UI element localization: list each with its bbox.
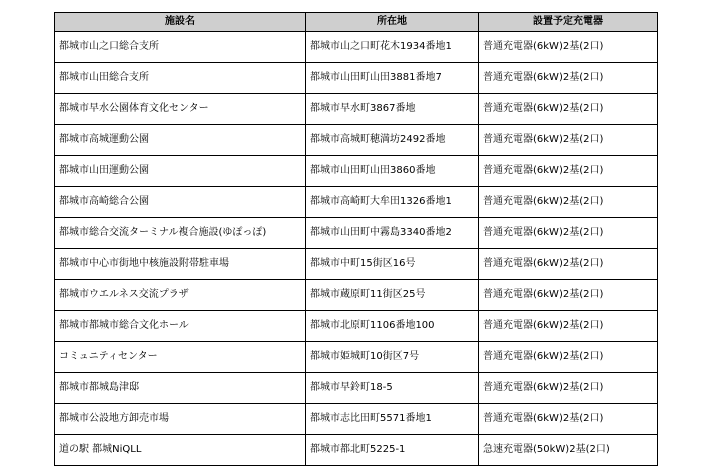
charger-cell: 普通充電器(6kW)2基(2口): [479, 342, 658, 373]
facility-name-cell: 都城市山田総合支所: [55, 63, 306, 94]
facility-name-cell: 都城市都城島津邸: [55, 373, 306, 404]
location-cell: 都城市北原町1106番地100: [306, 311, 479, 342]
table-row: [55, 249, 658, 280]
table-row: [55, 125, 658, 156]
charger-installation-table: [54, 12, 658, 466]
header-planned-charger: 設置予定充電器: [479, 13, 658, 32]
table-row: [55, 32, 658, 63]
table-row: [55, 311, 658, 342]
location-cell: 都城市山田町中霧島3340番地2: [306, 218, 479, 249]
facility-name-cell: 都城市ウエルネス交流プラザ: [55, 280, 306, 311]
table-row: [55, 187, 658, 218]
charger-cell: 普通充電器(6kW)2基(2口): [479, 280, 658, 311]
facility-name-cell: 都城市都城市総合文化ホール: [55, 311, 306, 342]
facility-name-cell: 都城市総合交流ターミナル複合施設(ゆぽっぽ): [55, 218, 306, 249]
charger-cell: 普通充電器(6kW)2基(2口): [479, 404, 658, 435]
location-cell: 都城市蔵原町11街区25号: [306, 280, 479, 311]
location-cell: 都城市高城町穂満坊2492番地: [306, 125, 479, 156]
location-cell: 都城市高崎町大牟田1326番地1: [306, 187, 479, 218]
facility-name-cell: 都城市山之口総合支所: [55, 32, 306, 63]
location-cell: 都城市中町15街区16号: [306, 249, 479, 280]
table-row: [55, 63, 658, 94]
table-row: [55, 342, 658, 373]
facility-name-cell: 都城市公設地方卸売市場: [55, 404, 306, 435]
charger-cell: 急速充電器(50kW)2基(2口): [479, 435, 658, 466]
table-row: [55, 404, 658, 435]
charger-cell: 普通充電器(6kW)2基(2口): [479, 187, 658, 218]
header-location: 所在地: [306, 13, 479, 32]
table-row: [55, 156, 658, 187]
charger-cell: 普通充電器(6kW)2基(2口): [479, 373, 658, 404]
location-cell: 都城市姫城町10街区7号: [306, 342, 479, 373]
location-cell: 都城市志比田町5571番地1: [306, 404, 479, 435]
table-row: [55, 280, 658, 311]
facility-name-cell: 都城市山田運動公園: [55, 156, 306, 187]
table-row: [55, 218, 658, 249]
location-cell: 都城市山之口町花木1934番地1: [306, 32, 479, 63]
table-header-row: [55, 13, 658, 32]
charger-cell: 普通充電器(6kW)2基(2口): [479, 218, 658, 249]
charger-cell: 普通充電器(6kW)2基(2口): [479, 311, 658, 342]
facility-name-cell: 都城市早水公園体育文化センター: [55, 94, 306, 125]
location-cell: 都城市都北町5225-1: [306, 435, 479, 466]
charger-table-container: [54, 12, 657, 466]
table-row: [55, 435, 658, 466]
facility-name-cell: 都城市高崎総合公園: [55, 187, 306, 218]
location-cell: 都城市早水町3867番地: [306, 94, 479, 125]
charger-cell: 普通充電器(6kW)2基(2口): [479, 63, 658, 94]
charger-cell: 普通充電器(6kW)2基(2口): [479, 156, 658, 187]
charger-cell: 普通充電器(6kW)2基(2口): [479, 32, 658, 63]
table-row: [55, 94, 658, 125]
charger-cell: 普通充電器(6kW)2基(2口): [479, 125, 658, 156]
facility-name-cell: 道の駅 都城NiQLL: [55, 435, 306, 466]
location-cell: 都城市山田町山田3881番地7: [306, 63, 479, 94]
location-cell: 都城市早鈴町18-5: [306, 373, 479, 404]
charger-cell: 普通充電器(6kW)2基(2口): [479, 249, 658, 280]
facility-name-cell: 都城市中心市街地中核施設附帯駐車場: [55, 249, 306, 280]
table-row: [55, 373, 658, 404]
facility-name-cell: コミュニティセンター: [55, 342, 306, 373]
header-facility-name: 施設名: [55, 13, 306, 32]
location-cell: 都城市山田町山田3860番地: [306, 156, 479, 187]
charger-cell: 普通充電器(6kW)2基(2口): [479, 94, 658, 125]
facility-name-cell: 都城市高城運動公園: [55, 125, 306, 156]
